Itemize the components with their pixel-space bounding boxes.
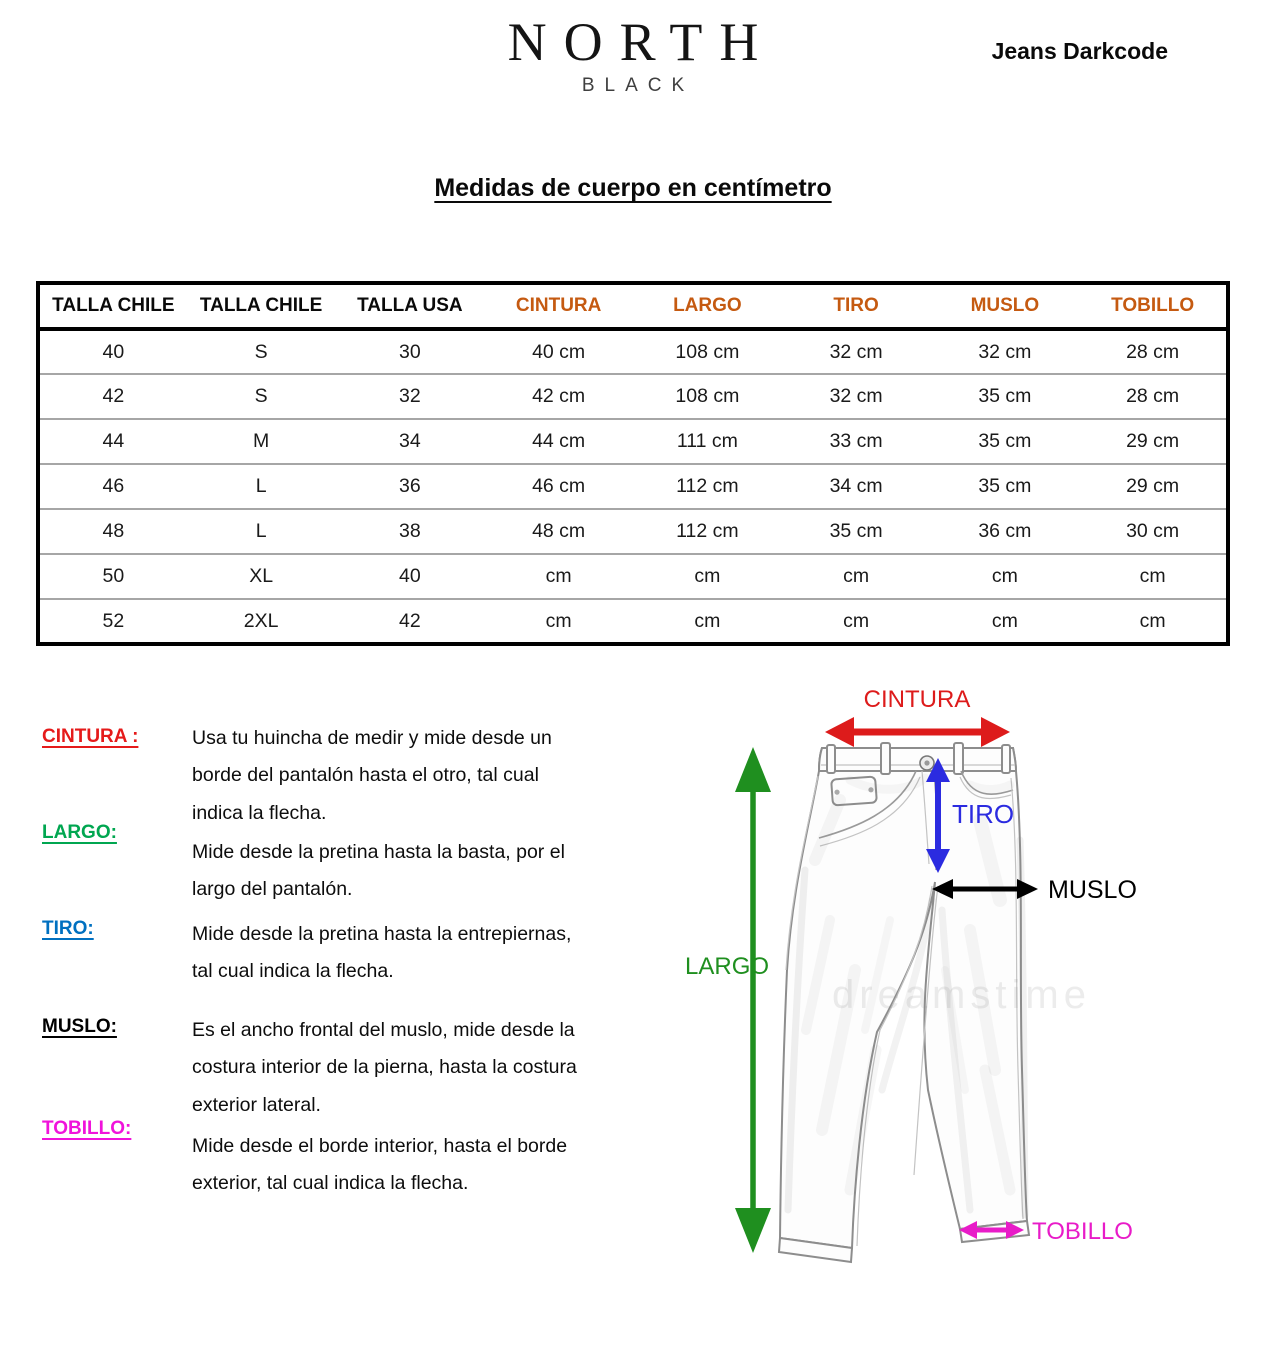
table-cell: cm <box>931 599 1080 644</box>
table-cell: 108 cm <box>633 329 782 374</box>
jeans-sketch <box>680 670 1266 1370</box>
definition-text-line: largo del pantalón. <box>192 878 353 901</box>
largo-arrow <box>735 747 771 1253</box>
waistband <box>819 748 1016 771</box>
table-cell: cm <box>931 554 1080 599</box>
table-cell: 28 cm <box>1079 329 1228 374</box>
table-cell: cm <box>782 599 931 644</box>
table-cell: 2XL <box>187 599 336 644</box>
definition-text <box>192 834 672 909</box>
table-cell: cm <box>633 599 782 644</box>
table-cell: 40 <box>38 329 187 374</box>
definition-text-line: borde del pantalón hasta el otro, tal cual <box>192 764 539 787</box>
table-cell: 44 cm <box>484 419 633 464</box>
definition-text <box>192 1012 672 1124</box>
table-cell: 52 <box>38 599 187 644</box>
definition-text-line: Mide desde el borde interior, hasta el borde <box>192 1135 568 1157</box>
table-cell: 48 <box>38 509 187 554</box>
definition-term: MUSLO: <box>42 1016 117 1037</box>
belt-loop <box>954 743 963 774</box>
definition-term: LARGO: <box>42 822 117 843</box>
table-cell: 50 <box>38 554 187 599</box>
cintura-label: CINTURA <box>863 686 971 713</box>
table-cell: cm <box>1079 599 1228 644</box>
belt-loop <box>827 745 835 773</box>
table-cell: 111 cm <box>633 419 782 464</box>
table-cell: cm <box>484 554 633 599</box>
page-title: Medidas de cuerpo en centímetro <box>434 174 832 202</box>
table-cell: 40 cm <box>484 329 633 374</box>
definition-text-line: Es el ancho frontal del muslo, mide desde la <box>192 1019 575 1041</box>
definition-text-line: exterior, tal cual indica la flecha. <box>192 1172 469 1195</box>
table-cell: 32 <box>336 374 485 419</box>
definition-text-line: costura interior de la pierna, hasta la costura <box>192 1056 577 1079</box>
column-header: CINTURA <box>484 283 633 329</box>
table-cell: 29 cm <box>1079 419 1228 464</box>
column-header: TALLA CHILE <box>187 283 336 329</box>
jeans-measurement-diagram <box>680 670 1266 1370</box>
table-cell: cm <box>1079 554 1228 599</box>
column-header: MUSLO <box>931 283 1080 329</box>
definition-text-line: indica la flecha. <box>192 801 327 824</box>
tiro-label: TIRO <box>952 799 1015 829</box>
table-cell: S <box>187 374 336 419</box>
table-cell: 32 cm <box>782 329 931 374</box>
tobillo-label: TOBILLO <box>1032 1218 1133 1245</box>
table-cell: 48 cm <box>484 509 633 554</box>
table-cell: cm <box>782 554 931 599</box>
table-cell: 42 <box>336 599 485 644</box>
definition-text-line: tal cual indica la flecha. <box>192 960 394 983</box>
definition-text-line: Mide desde la pretina hasta la basta, por el <box>192 841 565 863</box>
cintura-arrow <box>825 717 1010 747</box>
watermark-text: dreamstime <box>832 973 1091 1017</box>
table-cell: 42 cm <box>484 374 633 419</box>
column-header: TALLA USA <box>336 283 485 329</box>
table-cell: 40 <box>336 554 485 599</box>
definition-term: TOBILLO: <box>42 1118 132 1139</box>
table-cell: 30 <box>336 329 485 374</box>
definition-text <box>192 1128 672 1203</box>
table-cell: 44 <box>38 419 187 464</box>
table-cell: 32 cm <box>782 374 931 419</box>
table-cell: 112 cm <box>633 464 782 509</box>
definition-text-line: Usa tu huincha de medir y mide desde un <box>192 727 552 749</box>
table-cell: 46 <box>38 464 187 509</box>
column-header: TIRO <box>782 283 931 329</box>
table-cell: 46 cm <box>484 464 633 509</box>
definition-text <box>192 720 672 832</box>
table-cell: 32 cm <box>931 329 1080 374</box>
table-cell: cm <box>484 599 633 644</box>
brand-subname: BLACK <box>581 74 695 96</box>
table-cell: S <box>187 329 336 374</box>
definition-text-line: Mide desde la pretina hasta la entrepiernas, <box>192 923 572 945</box>
table-cell: 108 cm <box>633 374 782 419</box>
table-cell: L <box>187 464 336 509</box>
table-cell: 28 cm <box>1079 374 1228 419</box>
definition-term: TIRO: <box>42 918 94 939</box>
table-cell: 112 cm <box>633 509 782 554</box>
table-cell: 35 cm <box>782 509 931 554</box>
definition-text <box>192 916 672 991</box>
brand-name: NORTH <box>507 12 776 72</box>
table-cell: 34 cm <box>782 464 931 509</box>
table-cell: cm <box>633 554 782 599</box>
product-name: Jeans Darkcode <box>991 38 1168 64</box>
largo-label: LARGO <box>685 953 770 980</box>
muslo-label: MUSLO <box>1048 876 1137 904</box>
table-cell: 29 cm <box>1079 464 1228 509</box>
table-cell: 35 cm <box>931 419 1080 464</box>
belt-loop <box>1002 745 1010 773</box>
column-header: TOBILLO <box>1079 283 1228 329</box>
table-cell: 42 <box>38 374 187 419</box>
table-cell: 35 cm <box>931 374 1080 419</box>
belt-loop <box>881 743 890 774</box>
table-cell: 34 <box>336 419 485 464</box>
table-cell: 36 <box>336 464 485 509</box>
table-cell: 35 cm <box>931 464 1080 509</box>
table-cell: 36 cm <box>931 509 1080 554</box>
table-cell: L <box>187 509 336 554</box>
column-header: TALLA CHILE <box>38 283 187 329</box>
column-header: LARGO <box>633 283 782 329</box>
table-cell: 38 <box>336 509 485 554</box>
table-cell: M <box>187 419 336 464</box>
table-cell: XL <box>187 554 336 599</box>
definition-term: CINTURA : <box>42 726 139 747</box>
table-cell: 30 cm <box>1079 509 1228 554</box>
table-cell: 33 cm <box>782 419 931 464</box>
definition-text-line: exterior lateral. <box>192 1093 321 1116</box>
